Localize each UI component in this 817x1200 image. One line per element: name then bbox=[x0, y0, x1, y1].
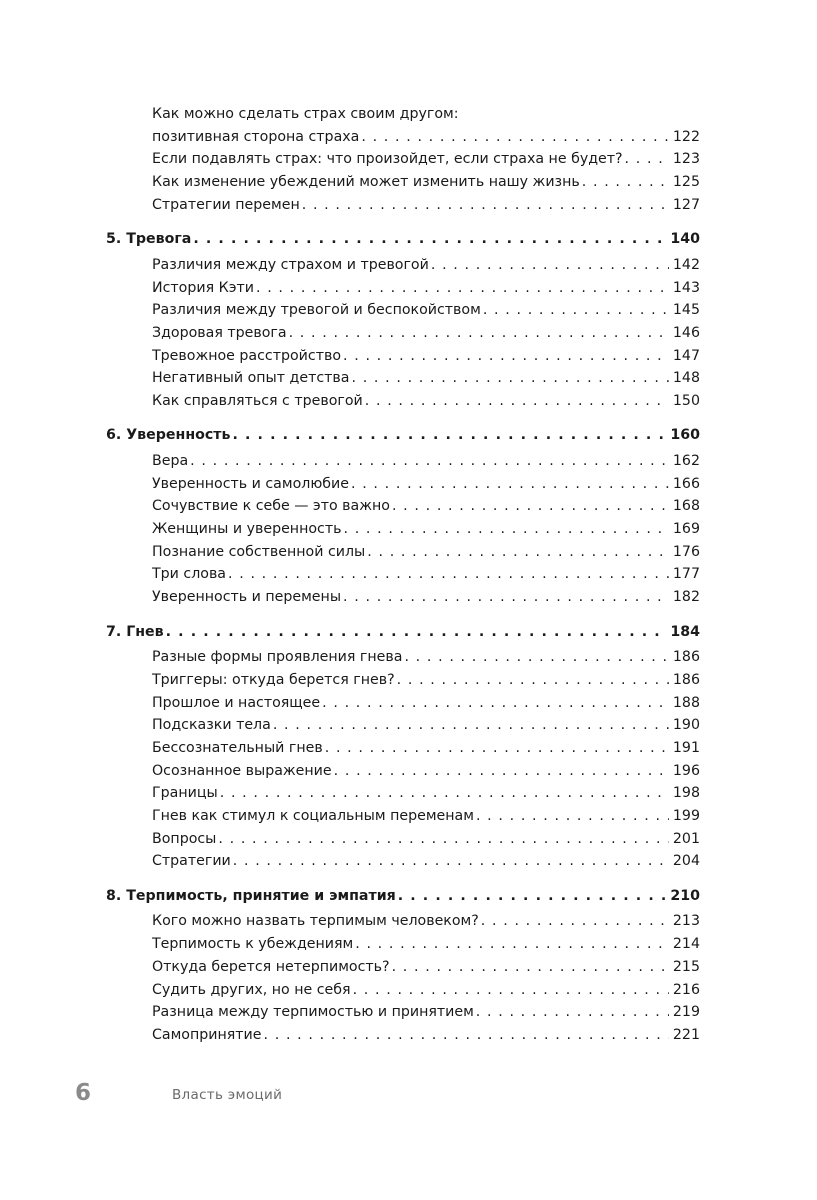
toc-entry-title: Стратегии перемен bbox=[152, 196, 300, 213]
toc-entry-title: Триггеры: откуда берется гнев? bbox=[152, 671, 395, 688]
toc-entry bbox=[106, 473, 700, 496]
dot-leader bbox=[232, 424, 666, 447]
toc-entry-page: 123 bbox=[672, 151, 700, 168]
running-footer-title: Власть эмоций bbox=[172, 1087, 283, 1103]
dot-leader bbox=[351, 367, 668, 390]
toc-entry bbox=[106, 956, 700, 979]
dot-leader bbox=[289, 322, 669, 345]
toc-intro-line: Как можно сделать страх своим другом: bbox=[152, 106, 459, 122]
toc-entry bbox=[106, 322, 700, 345]
dot-leader bbox=[361, 126, 669, 149]
table-of-contents bbox=[106, 103, 700, 1047]
toc-entry bbox=[106, 194, 700, 217]
toc-entry-page: 204 bbox=[672, 853, 700, 870]
toc-entry-title: Тревожное расстройство bbox=[152, 347, 341, 364]
toc-entry-title: Границы bbox=[152, 785, 218, 802]
toc-entry-title: Вопросы bbox=[152, 830, 217, 847]
toc-entry bbox=[106, 714, 700, 737]
toc-entry-title: Откуда берется нетерпимость? bbox=[152, 958, 390, 975]
toc-entry-page: 182 bbox=[672, 589, 700, 606]
toc-chapter-title: 5. Тревога bbox=[106, 231, 192, 248]
dot-leader bbox=[355, 933, 669, 956]
toc-entry-page: 213 bbox=[672, 913, 700, 930]
toc-entry bbox=[106, 541, 700, 564]
toc-entry-page: 191 bbox=[672, 739, 700, 756]
toc-entry bbox=[106, 586, 700, 609]
toc-entry-title: Самопринятие bbox=[152, 1026, 262, 1043]
toc-entry-page: 150 bbox=[672, 392, 700, 409]
dot-leader bbox=[233, 850, 669, 873]
toc-entry bbox=[106, 518, 700, 541]
toc-entry-title: Познание собственной силы bbox=[152, 543, 366, 560]
dot-leader bbox=[256, 277, 669, 300]
toc-entry bbox=[106, 126, 700, 149]
toc-entry-page: 186 bbox=[672, 649, 700, 666]
dot-leader bbox=[351, 473, 669, 496]
toc-entry bbox=[106, 669, 700, 692]
toc-entry bbox=[106, 850, 700, 873]
dot-leader bbox=[397, 669, 669, 692]
toc-entry-page: 166 bbox=[672, 475, 700, 492]
toc-chapter bbox=[106, 621, 700, 644]
toc-entry bbox=[106, 979, 700, 1002]
toc-chapter-page: 140 bbox=[670, 231, 700, 248]
toc-entry-title: Женщины и уверенность bbox=[152, 521, 342, 538]
toc-entry-title: Терпимость к убеждениям bbox=[152, 936, 354, 953]
toc-entry-page: 143 bbox=[672, 279, 700, 296]
toc-entry bbox=[106, 1024, 700, 1047]
page-number: 6 bbox=[75, 1080, 92, 1106]
dot-leader bbox=[190, 450, 669, 473]
toc-entry bbox=[106, 254, 700, 277]
dot-leader bbox=[476, 1001, 669, 1024]
dot-leader bbox=[334, 760, 669, 783]
toc-entry-page: 199 bbox=[672, 808, 700, 824]
toc-chapter-title: 8. Терпимость, принятие и эмпатия bbox=[106, 887, 396, 904]
toc-entry bbox=[106, 148, 700, 171]
dot-leader bbox=[483, 299, 669, 322]
toc-entry bbox=[106, 828, 700, 851]
toc-entry-title: Осознанное выражение bbox=[152, 762, 332, 779]
dot-leader bbox=[431, 254, 669, 277]
dot-leader bbox=[343, 586, 669, 609]
dot-leader bbox=[264, 1024, 669, 1047]
toc-chapter bbox=[106, 228, 700, 251]
toc-entry-page: 169 bbox=[672, 521, 700, 538]
toc-entry bbox=[106, 933, 700, 956]
toc-entry-title: Как изменение убеждений может изменить нашу жизнь bbox=[152, 174, 580, 191]
toc-entry-title: История Кэти bbox=[152, 279, 254, 296]
toc-entry-title: Негативный опыт детства bbox=[152, 370, 350, 387]
dot-leader bbox=[582, 171, 669, 194]
toc-entry-page: 148 bbox=[672, 370, 700, 387]
toc-entry bbox=[106, 782, 700, 805]
toc-entry-page: 176 bbox=[672, 543, 700, 560]
dot-leader bbox=[273, 714, 669, 737]
dot-leader bbox=[353, 979, 669, 1002]
dot-leader bbox=[365, 390, 669, 413]
toc-entry-title: Разные формы проявления гнева bbox=[152, 649, 403, 666]
toc-entry-page: 147 bbox=[672, 347, 700, 364]
toc-entry-title: Гнев как стимул к социальным переменам bbox=[152, 808, 474, 824]
toc-entry-title: Вера bbox=[152, 453, 189, 469]
toc-entry-title: Судить других, но не себя bbox=[152, 981, 351, 998]
toc-entry-title: Кого можно назвать терпимым человеком? bbox=[152, 913, 479, 930]
toc-entry bbox=[106, 345, 700, 368]
toc-entry bbox=[106, 737, 700, 760]
dot-leader bbox=[322, 692, 669, 715]
dot-leader bbox=[625, 148, 669, 171]
toc-entry-page: 215 bbox=[672, 958, 700, 975]
dot-leader bbox=[166, 621, 667, 644]
toc-entry bbox=[106, 805, 700, 828]
toc-chapter bbox=[106, 424, 700, 447]
toc-entry-page: 146 bbox=[672, 324, 700, 341]
dot-leader bbox=[392, 956, 669, 979]
toc-entry bbox=[106, 171, 700, 194]
dot-leader bbox=[218, 828, 669, 851]
toc-entry-page: 127 bbox=[672, 196, 700, 213]
dot-leader bbox=[481, 910, 669, 933]
dot-leader bbox=[325, 737, 669, 760]
toc-entry-page: 186 bbox=[672, 671, 700, 688]
dot-leader bbox=[193, 228, 666, 251]
toc-entry-title: Прошлое и настоящее bbox=[152, 694, 321, 711]
toc-entry bbox=[106, 1001, 700, 1024]
toc-entry-page: 122 bbox=[672, 128, 700, 145]
toc-entry-title: Сочувствие к себе — это важно bbox=[152, 498, 390, 515]
toc-chapter-title: 7. Гнев bbox=[106, 623, 164, 640]
dot-leader bbox=[476, 805, 669, 828]
toc-entry-title: Разница между терпимостью и принятием bbox=[152, 1004, 474, 1021]
toc-entry-title: Три слова bbox=[152, 566, 227, 583]
toc-entry-page: 214 bbox=[672, 936, 700, 953]
toc-entry-page: 177 bbox=[672, 566, 700, 583]
dot-leader bbox=[343, 518, 668, 541]
toc-entry-title: Бессознательный гнев bbox=[152, 739, 323, 756]
toc-entry-page: 145 bbox=[672, 302, 700, 319]
toc-chapter bbox=[106, 885, 700, 908]
toc-entry bbox=[106, 760, 700, 783]
toc-entry bbox=[106, 390, 700, 413]
toc-entry-title: Уверенность и перемены bbox=[152, 589, 342, 606]
toc-chapter-title: 6. Уверенность bbox=[106, 427, 231, 444]
dot-leader bbox=[367, 541, 669, 564]
toc-entry-title: Стратегии bbox=[152, 853, 231, 870]
toc-entry-page: 216 bbox=[672, 981, 700, 998]
toc-entry bbox=[106, 277, 700, 300]
dot-leader bbox=[404, 646, 668, 669]
toc-entry-title: Уверенность и самолюбие bbox=[152, 475, 349, 492]
toc-entry bbox=[106, 495, 700, 518]
toc-entry bbox=[106, 367, 700, 390]
toc-entry bbox=[106, 910, 700, 933]
toc-entry-page: 196 bbox=[672, 762, 700, 779]
toc-entry-page: 168 bbox=[672, 498, 700, 515]
toc-entry-page: 125 bbox=[672, 174, 700, 191]
toc-entry-page: 198 bbox=[672, 785, 700, 802]
toc-entry-title: Здоровая тревога bbox=[152, 324, 287, 341]
toc-entry-title: Подсказки тела bbox=[152, 717, 271, 734]
toc-entry-page: 162 bbox=[672, 453, 700, 469]
toc-entry bbox=[106, 299, 700, 322]
toc-entry bbox=[106, 563, 700, 586]
toc-entry bbox=[106, 646, 700, 669]
toc-entry-title: Различия между страхом и тревогой bbox=[152, 256, 429, 273]
toc-entry-page: 142 bbox=[672, 256, 700, 273]
toc-entry-title: позитивная сторона страха bbox=[152, 128, 360, 145]
toc-entry bbox=[106, 450, 700, 473]
toc-entry-title: Различия между тревогой и беспокойством bbox=[152, 302, 481, 319]
dot-leader bbox=[392, 495, 669, 518]
toc-chapter-page: 184 bbox=[670, 623, 700, 640]
toc-entry-title: Как справляться с тревогой bbox=[152, 392, 363, 409]
toc-entry-page: 221 bbox=[672, 1026, 700, 1043]
dot-leader bbox=[343, 345, 669, 368]
dot-leader bbox=[398, 885, 667, 908]
dot-leader bbox=[302, 194, 669, 217]
toc-entry-page: 201 bbox=[672, 830, 700, 847]
toc-entry bbox=[106, 692, 700, 715]
dot-leader bbox=[228, 563, 669, 586]
toc-entry-page: 188 bbox=[672, 694, 700, 711]
toc-entry-title: Если подавлять страх: что произойдет, если страха не будет? bbox=[152, 151, 623, 168]
toc-entry-page: 190 bbox=[672, 717, 700, 734]
toc-chapter-page: 160 bbox=[670, 427, 700, 444]
toc-entry-page: 219 bbox=[672, 1004, 700, 1021]
dot-leader bbox=[220, 782, 669, 805]
toc-chapter-page: 210 bbox=[670, 887, 700, 904]
